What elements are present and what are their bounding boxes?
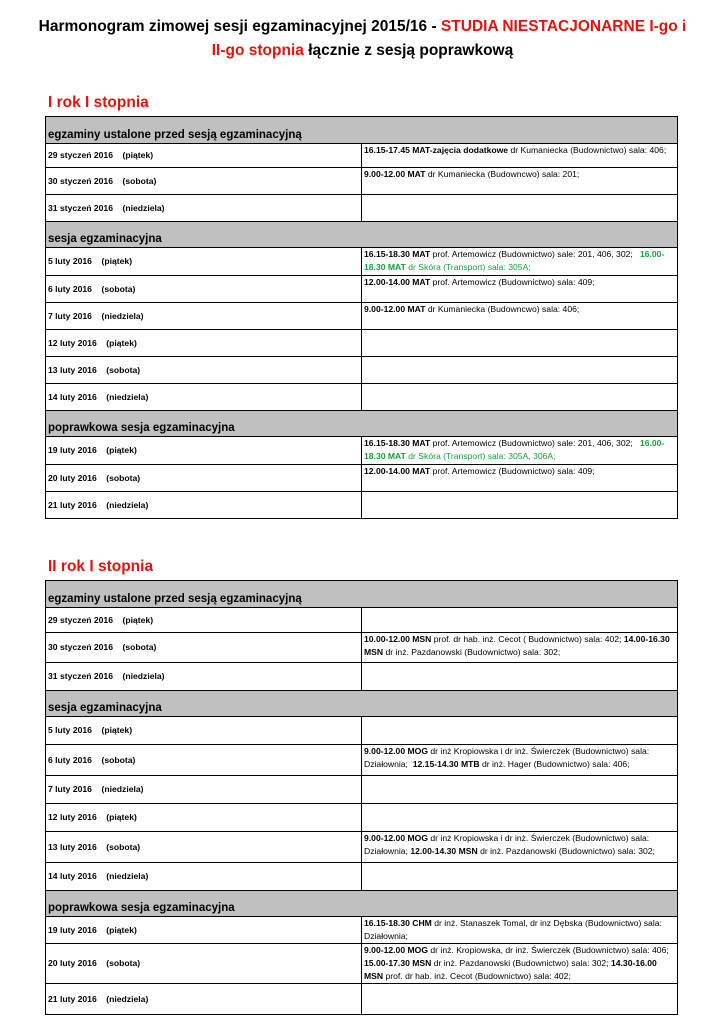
table-row: [46, 357, 678, 384]
table-row: [46, 832, 678, 863]
group-header-row: [46, 411, 678, 437]
exam-time-subject: 16.00-18.30 MAT: [364, 249, 665, 272]
exam-cell: [362, 944, 678, 984]
exam-details: dr Skóra (Transport) sala: 305A, 306A;: [405, 451, 556, 461]
group-header-row: [46, 691, 678, 717]
exam-cell: [362, 465, 678, 492]
table-row: [46, 717, 678, 745]
date-cell: 31 styczeń 2016 (niedziela): [46, 195, 362, 222]
exam-details: dr inż. Pazdanowski (Budownictwo) sala: 302;: [431, 958, 611, 968]
table-row: [46, 168, 678, 195]
table-row: [46, 776, 678, 804]
date-cell: 19 luty 2016 (piątek): [46, 917, 362, 944]
date-cell: 14 luty 2016 (niedziela): [46, 384, 362, 411]
section-heading-year1: I rok I stopnia: [48, 94, 149, 111]
group-header: sesja egzaminacyjna: [46, 222, 678, 248]
exam-cell: [362, 917, 678, 944]
exam-cell: [362, 608, 678, 633]
group-header: sesja egzaminacyjna: [46, 691, 678, 717]
exam-cell: [362, 248, 678, 276]
group-header: egzaminy ustalone przed sesją egzaminacyjną: [46, 581, 678, 608]
date-cell: 30 styczeń 2016 (sobota): [46, 168, 362, 195]
table-row: [46, 248, 678, 276]
table-row: [46, 492, 678, 519]
exam-details: prof. Artemowicz (Budownictwo) sale: 201, 406, 302;: [430, 438, 640, 448]
title-tail: łącznie z sesją poprawkową: [303, 42, 514, 59]
date-cell: 6 luty 2016 (sobota): [46, 276, 362, 303]
exam-time-subject: 9.00-12.00 MOG: [364, 945, 429, 955]
exam-time-subject: 16.15-18.30 MAT: [364, 438, 431, 448]
date-cell: 30 styczeń 2016 (sobota): [46, 633, 362, 663]
exam-time-subject: 9.00-12.00 MAT: [364, 169, 426, 179]
date-cell: 6 luty 2016 (sobota): [46, 745, 362, 776]
exam-time-subject: 12.15-14.30 MTB: [412, 759, 480, 769]
exam-cell: [362, 717, 678, 745]
exam-cell: [362, 663, 678, 691]
exam-details: dr inż Kropiowska i dr inż. Świerczek (Budownictwo) sala: Działownia;: [364, 746, 652, 769]
exam-details: prof. Artemowicz (Budownictwo) sala: 409;: [430, 466, 595, 476]
exam-time-subject: 14.00-16.30 MSN: [364, 634, 673, 657]
exam-cell: [362, 492, 678, 519]
exam-details: dr inż. Pazdanowski (Budownictwo) sala: 302;: [477, 846, 655, 856]
title-highlight: STUDIA NIESTACJONARNE I-go i II-go stopnia: [211, 18, 687, 59]
exam-cell: [362, 168, 678, 195]
exam-cell: [362, 776, 678, 804]
group-header-row: [46, 222, 678, 248]
exam-cell: [362, 633, 678, 663]
table-row: [46, 663, 678, 691]
date-cell: 14 luty 2016 (niedziela): [46, 863, 362, 891]
exam-cell: [362, 984, 678, 1015]
exam-cell: [362, 437, 678, 465]
date-cell: 7 luty 2016 (niedziela): [46, 303, 362, 330]
section-heading-year2: II rok I stopnia: [48, 558, 154, 575]
group-header-row: [46, 117, 678, 144]
exam-cell: [362, 195, 678, 222]
exam-details: dr inż. Pazdanowski (Budownictwo) sala: 302;: [383, 647, 561, 657]
table-row: [46, 144, 678, 168]
exam-cell: [362, 804, 678, 832]
exam-cell: [362, 863, 678, 891]
exam-time-subject: 14.30-16.00 MSN: [364, 958, 660, 981]
exam-details: prof. Artemowicz (Budownictwo) sala: 409;: [430, 277, 595, 287]
schedule-table-year2: [45, 580, 678, 1015]
date-cell: 12 luty 2016 (piątek): [46, 330, 362, 357]
exam-cell: [362, 384, 678, 411]
date-cell: 29 styczeń 2016 (piątek): [46, 144, 362, 168]
table-row: [46, 303, 678, 330]
date-cell: 5 luty 2016 (piątek): [46, 717, 362, 745]
exam-details: prof. dr hab. inż. Cecot (Budownictwo) sala: 402;: [383, 971, 571, 981]
date-cell: 29 styczeń 2016 (piątek): [46, 608, 362, 633]
exam-time-subject: 12.00-14.00 MAT: [364, 466, 431, 476]
exam-details: prof. dr hab. inż. Cecot ( Budownictwo) sala: 402;: [431, 634, 624, 644]
exam-cell: [362, 832, 678, 863]
exam-time-subject: 12.00-14.00 MAT: [364, 277, 431, 287]
group-header-row: [46, 891, 678, 917]
date-cell: 21 luty 2016 (niedziela): [46, 984, 362, 1015]
table-row: [46, 944, 678, 984]
table-row: [46, 863, 678, 891]
exam-details: dr inż Kropiowska i dr inż. Świerczek (Budownictwo) sala: Działownia;: [364, 833, 652, 856]
page-title: [30, 15, 695, 63]
table-row: [46, 384, 678, 411]
date-cell: 20 luty 2016 (sobota): [46, 465, 362, 492]
date-cell: 7 luty 2016 (niedziela): [46, 776, 362, 804]
date-cell: 21 luty 2016 (niedziela): [46, 492, 362, 519]
date-cell: 5 luty 2016 (piątek): [46, 248, 362, 276]
table-row: [46, 633, 678, 663]
date-cell: 19 luty 2016 (piątek): [46, 437, 362, 465]
exam-cell: [362, 303, 678, 330]
exam-details: dr Kumaniecka (Budownictwo) sala: 406;: [508, 145, 667, 155]
group-header: poprawkowa sesja egzaminacyjna: [46, 891, 678, 917]
date-cell: 12 luty 2016 (piątek): [46, 804, 362, 832]
exam-details: dr inż. Hager (Budownictwo) sala: 406;: [479, 759, 630, 769]
exam-details: prof. Artemowicz (Budownictwo) sale: 201, 406, 302;: [430, 249, 640, 259]
exam-cell: [362, 357, 678, 384]
exam-details: dr inż. Kropiowska, dr inż. Świerczek (Budownictwo) sala: 406;: [428, 945, 672, 955]
exam-time-subject: 10.00-12.00 MSN: [364, 634, 432, 644]
table-row: [46, 465, 678, 492]
table-row: [46, 917, 678, 944]
exam-details: dr Skóra (Transport) sala: 305A;: [405, 262, 531, 272]
exam-time-subject: 16.15-18.30 MAT: [364, 249, 431, 259]
exam-details: dr Kumaniecka (Budowncwo) sala: 201;: [425, 169, 580, 179]
exam-time-subject: 16.15-17.45 MAT-zajęcia dodatkowe: [364, 145, 509, 155]
exam-details: dr inż. Stanaszek Tomal, dr inz Dębska (Budownictwo) sala: Działownia;: [364, 918, 665, 941]
exam-time-subject: 16.00-18.30 MAT: [364, 438, 665, 461]
table-row: [46, 804, 678, 832]
exam-cell: [362, 745, 678, 776]
group-header: poprawkowa sesja egzaminacyjna: [46, 411, 678, 437]
group-header: egzaminy ustalone przed sesją egzaminacyjną: [46, 117, 678, 144]
exam-time-subject: 9.00-12.00 MAT: [364, 304, 426, 314]
exam-time-subject: 12.00-14.30 MSN: [410, 846, 478, 856]
date-cell: 13 luty 2016 (sobota): [46, 357, 362, 384]
exam-cell: [362, 144, 678, 168]
table-row: [46, 330, 678, 357]
table-row: [46, 195, 678, 222]
exam-time-subject: 16.15-18.30 CHM: [364, 918, 432, 928]
exam-time-subject: 9.00-12.00 MOG: [364, 833, 429, 843]
title-main: Harmonogram zimowej sesji egzaminacyjnej 2015/16 -: [38, 18, 441, 35]
date-cell: 13 luty 2016 (sobota): [46, 832, 362, 863]
exam-cell: [362, 330, 678, 357]
exam-time-subject: 9.00-12.00 MOG: [364, 746, 429, 756]
table-row: [46, 276, 678, 303]
exam-cell: [362, 276, 678, 303]
exam-details: dr Kumaniecka (Budowncwo) sala: 406;: [425, 304, 580, 314]
schedule-table-year1: [45, 116, 678, 519]
table-row: [46, 437, 678, 465]
date-cell: 31 styczeń 2016 (niedziela): [46, 663, 362, 691]
table-row: [46, 745, 678, 776]
date-cell: 20 luty 2016 (sobota): [46, 944, 362, 984]
table-row: [46, 984, 678, 1015]
exam-time-subject: 15.00-17.30 MSN: [364, 958, 432, 968]
table-row: [46, 608, 678, 633]
group-header-row: [46, 581, 678, 608]
